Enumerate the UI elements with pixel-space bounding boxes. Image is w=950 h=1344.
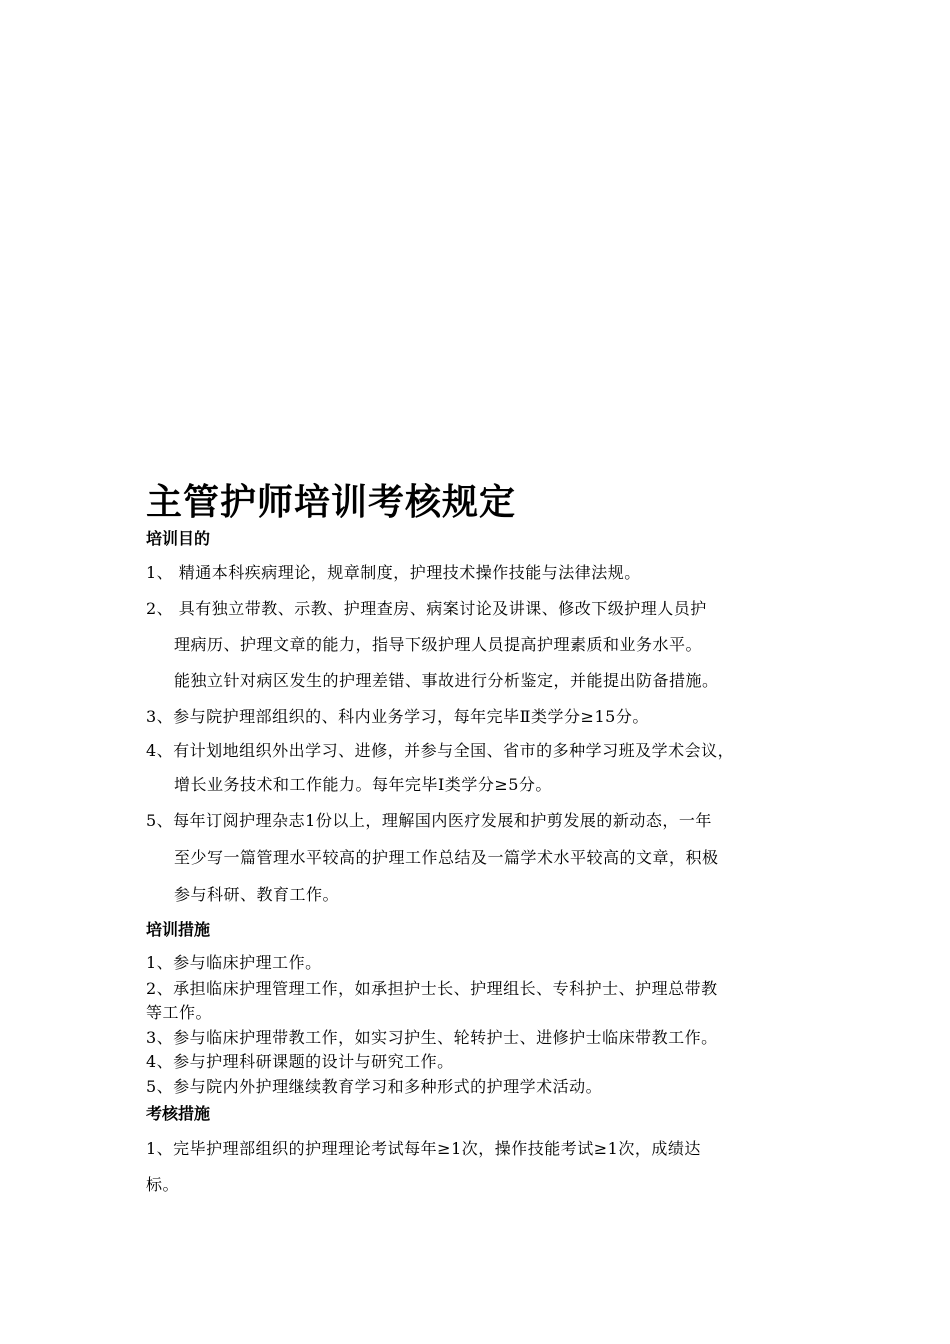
goal-line-2: 2、 具有独立带教、示教、护理查房、病案讨论及讲课、修改下级护理人员护 — [146, 599, 707, 618]
measure-line-3: 3、参与临床护理带教工作，如实习护生、轮转护士、进修护士临床带教工作。 — [146, 1028, 718, 1047]
goal-line-1: 1、 精通本科疾病理论，规章制度，护理技术操作技能与法律法规。 — [146, 563, 641, 582]
section-heading-training-goals: 培训目的 — [146, 529, 211, 548]
document-title: 主管护师培训考核规定 — [146, 481, 517, 523]
goal-line-5: 5、每年订阅护理杂志1份以上，理解国内医疗发展和护剪发展的新动态，一年 — [146, 811, 712, 830]
goal-line-2-cont-2: 能独立针对病区发生的护理差错、事故进行分析鉴定，并能提出防备措施。 — [174, 671, 719, 690]
goal-line-3: 3、参与院护理部组织的、科内业务学习，每年完毕Ⅱ类学分≥15分。 — [146, 707, 649, 726]
goal-line-2-cont-1: 理病历、护理文章的能力，指导下级护理人员提高护理素质和业务水平。 — [174, 635, 703, 654]
assessment-line-1-cont: 标。 — [146, 1175, 180, 1194]
assessment-line-1: 1、完毕护理部组织的护理理论考试每年≥1次，操作技能考试≥1次，成绩达 — [146, 1139, 701, 1158]
measure-line-5: 5、参与院内外护理继续教育学习和多种形式的护理学术活动。 — [146, 1077, 603, 1096]
measure-line-4: 4、参与护理科研课题的设计与研究工作。 — [146, 1052, 454, 1071]
goal-line-5-cont-1: 至少写一篇管理水平较高的护理工作总结及一篇学术水平较高的文章，积极 — [174, 848, 719, 867]
section-heading-training-measures: 培训措施 — [146, 920, 211, 939]
goal-line-4: 4、有计划地组织外出学习、进修，并参与全国、省市的多种学习班及学术会议， — [146, 741, 735, 760]
goal-line-4-cont: 增长业务技术和工作能力。每年完毕Ⅰ类学分≥5分。 — [174, 775, 552, 794]
goal-line-5-cont-2: 参与科研、教育工作。 — [174, 885, 340, 904]
section-heading-assessment-measures: 考核措施 — [146, 1104, 211, 1123]
measure-line-1: 1、参与临床护理工作。 — [146, 953, 322, 972]
measure-line-2: 2、承担临床护理管理工作，如承担护士长、护理组长、专科护士、护理总带教 — [146, 979, 718, 998]
measure-line-2-cont: 等工作。 — [146, 1003, 213, 1022]
